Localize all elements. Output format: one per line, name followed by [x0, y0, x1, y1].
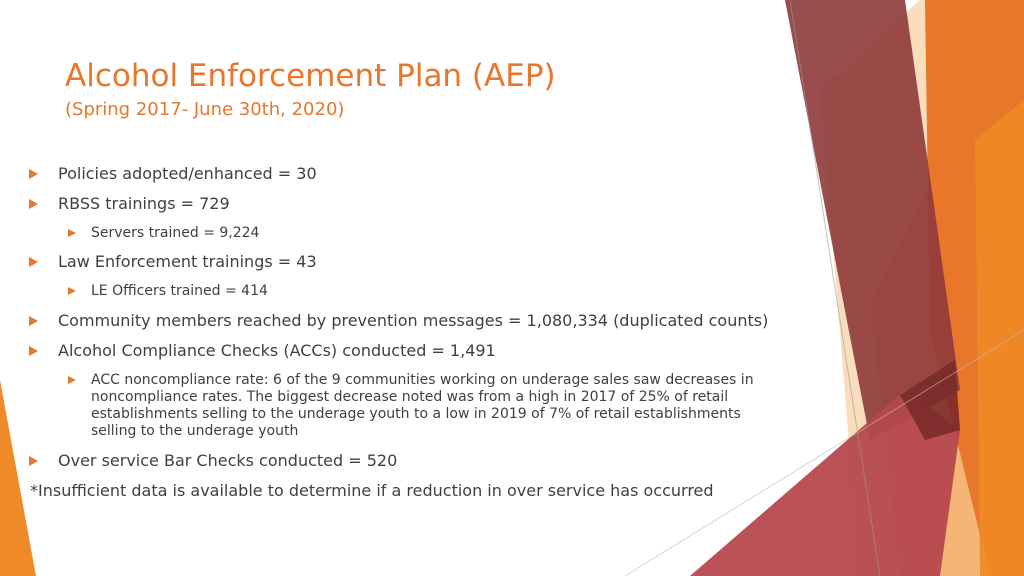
- bullet-text: LE Officers trained = 414: [91, 283, 268, 299]
- bullet-arrow-icon: [29, 257, 38, 267]
- bullet-text: ACC noncompliance rate: 6 of the 9 communities working on underage sales saw decreases in noncompliance rates. The biggest decrease noted was from a high in 2017 of 25% of retail establishments selling to the underage youth to a low in 2019 of 7% of retail establishments selling to the underage youth: [91, 372, 754, 439]
- subbullet-le-officers: [91, 283, 268, 300]
- slide-subtitle: (Spring 2017- June 30th, 2020): [65, 99, 345, 120]
- bullet-arrow-icon: [68, 376, 76, 384]
- footnote: *Insufficient data is available to determine if a reduction in over service has occurred: [30, 481, 714, 500]
- bullet-arrow-icon: [68, 287, 76, 295]
- bullet-text: Over service Bar Checks conducted = 520: [58, 451, 398, 470]
- bullet-arrow-icon: [29, 316, 38, 326]
- bullet-text: Policies adopted/enhanced = 30: [58, 164, 317, 183]
- bullet-arrow-icon: [29, 346, 38, 356]
- bullet-arrow-icon: [29, 169, 38, 179]
- bullet-community-reached: [58, 311, 768, 331]
- slide-title: Alcohol Enforcement Plan (AEP): [65, 58, 556, 94]
- bullet-arrow-icon: [68, 229, 76, 237]
- bullet-rbss-trainings: [58, 194, 230, 214]
- bullet-text: Servers trained = 9,224: [91, 225, 260, 241]
- bullet-text: RBSS trainings = 729: [58, 194, 230, 213]
- bullet-compliance-checks: [58, 341, 496, 361]
- right-bright-orange-shape: [975, 100, 1024, 576]
- bullet-policies: [58, 164, 317, 184]
- bullet-arrow-icon: [29, 456, 38, 466]
- bullet-text: Law Enforcement trainings = 43: [58, 252, 317, 271]
- left-edge-accent: [0, 380, 36, 576]
- bullet-le-trainings: [58, 252, 317, 272]
- bullet-arrow-icon: [29, 199, 38, 209]
- bullet-bar-checks: [58, 451, 397, 471]
- subbullet-acc-noncompliance: [91, 372, 771, 440]
- bullet-text: Community members reached by prevention messages = 1,080,334 (duplicated counts): [58, 311, 769, 330]
- subbullet-servers-trained: [91, 225, 259, 242]
- bullet-text: Alcohol Compliance Checks (ACCs) conducted = 1,491: [58, 341, 496, 360]
